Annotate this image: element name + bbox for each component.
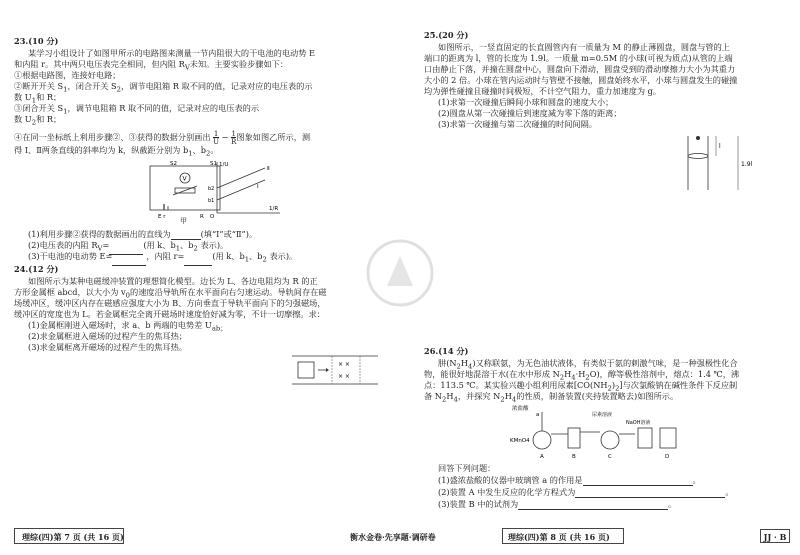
q23-line: 和内阻 r。其中两只电压表完全相同，但内阻 $R_V$未知。主要实验步骤如下： <box>14 59 289 72</box>
right-page <box>400 0 800 555</box>
svg-text:S2: S2 <box>170 161 177 167</box>
q24-line: 缓冲区的宽度也为 L。若金属框完全离开磁场时速度恰好减为零，不计一切摩擦。求： <box>14 309 325 319</box>
svg-text:NaOH溶液: NaOH溶液 <box>626 420 651 426</box>
edition-tag: JJ · B <box>760 529 790 543</box>
q23-sub3: (3)干电池的电动势 E= ，内阻 r= (用 k、$b_1$、$b_2$ 表示)。 <box>28 251 298 264</box>
q23-line: ④在同一坐标纸上利用步骤②、③获得的数据分别画出 1 U − 1 R图象如图乙所示，测 <box>14 130 311 146</box>
q24-line: (2)求金属框进入磁场的过程产生的焦耳热； <box>28 331 187 341</box>
q26-line: 点：113.5 ℃。某实验兴趣小组利用尿素$[CO(NH_2)_2]$与次氯酸钠在碱性条件下反应制 <box>424 380 738 393</box>
q25-line: 端口的距离为 l，管的长度为 1.9l。一质量 m=0.5M 的小球(可视为质点)从管的上端 <box>424 53 733 63</box>
svg-text:× ×: × × <box>338 361 350 368</box>
figure-caption: 甲 <box>180 217 187 225</box>
q23-line: ①根据电路图，连接好电路； <box>14 70 121 80</box>
svg-text:Ⅱ: Ⅱ <box>267 166 270 172</box>
svg-text:b2: b2 <box>208 186 215 192</box>
q24-line: (3)求金属框离开磁场的过程产生的焦耳热。 <box>28 342 187 352</box>
q26-header: 26.(14 分) <box>424 346 469 356</box>
q26-line: 肼$(N_2H_4)$又称联氨，为无色油状液体，有类似于氨的刺激气味，是一种强极性化合 <box>438 358 738 371</box>
q24-line: 方形金属框 abcd，以大小为 $v_0$的速度沿导轨所在水平面向右匀速运动。导轨间存在磁 <box>14 287 327 300</box>
svg-text:V: V <box>182 175 187 183</box>
q24-line: (1)金属框刚进入磁场时，求 a、b 两端的电势差 $U_{ab;}$ <box>28 320 228 333</box>
q24-line: 如图所示为某种电磁缓冲装置的理想简化模型。边长为 L、各边电阻均为 R 的正 <box>28 276 318 286</box>
q25-line: (1)求第一次碰撞后瞬间小球和圆盘的速度大小； <box>438 97 614 107</box>
svg-text:D: D <box>665 454 670 460</box>
q23-header: 23.(10 分) <box>14 36 59 46</box>
svg-text:l: l <box>719 143 721 150</box>
svg-text:S1: S1 <box>210 161 217 167</box>
svg-text:尿素溶液: 尿素溶液 <box>592 412 613 418</box>
q25-line: 大小的 2 倍。小球在管内运动时与管壁不接触，圆盘始终水平，小球与圆盘发生的碰撞 <box>424 75 738 85</box>
svg-text:浓盐酸: 浓盐酸 <box>512 406 529 412</box>
svg-text:1/U: 1/U <box>219 162 229 168</box>
svg-text:b1: b1 <box>208 198 215 204</box>
svg-text:Ⅰ: Ⅰ <box>257 184 259 190</box>
footer-right: 理综(四)第 8 页 (共 16 页) <box>508 532 610 542</box>
svg-text:1/R: 1/R <box>269 206 279 212</box>
q23-line: 数 $U_1$和 R； <box>14 92 62 105</box>
svg-text:× ×: × × <box>338 373 350 380</box>
q23-line: 得 Ⅰ、Ⅱ两条直线的斜率均为 k，纵截距分别为 $b_1$、$b_2$。 <box>14 145 219 158</box>
q25-line: 如图所示，一竖直固定的长直圆管内有一质量为 M 的静止薄圆盘，圆盘与管的上 <box>438 42 730 52</box>
footer-left: 理综(四)第 7 页 (共 16 页) <box>22 532 124 542</box>
svg-text:E r: E r <box>158 214 166 220</box>
q23-line: 某学习小组设计了如图甲所示的电路图来测量一节内阻很大的干电池的电动势 E <box>28 48 315 58</box>
q23-sub2: (2)电压表的内阻 $R_V=$ (用 k、$b_1$、$b_2$ 表示)。 <box>28 240 229 253</box>
tube-figure <box>680 132 760 194</box>
svg-text:O: O <box>210 214 215 220</box>
q25-line: (3)求第一次碰撞与第二次碰撞的时间间隔。 <box>438 119 597 129</box>
q26-line: 物，能很好地混溶于水(在水中形成 $N_2H_4\cdot H_2O$)，醇等极性溶剂中，熔点：1.4 ℃，沸 <box>424 369 740 382</box>
q24-line: 场缓冲区，缓冲区内存在磁感应强度大小为 B、方向垂直于导轨平面向下的匀强磁场， <box>14 298 326 308</box>
q26-sub1: (1)盛浓盐酸的仪器中玻璃管 a 的作用是 。 <box>438 475 701 485</box>
svg-text:KMnO4: KMnO4 <box>510 438 530 444</box>
svg-text:1.9l: 1.9l <box>741 161 753 168</box>
q23-sub1: (1)利用步骤②获得的数据画出的直线为 (填“Ⅰ”或“Ⅱ”)。 <box>28 229 258 239</box>
apparatus-diagram <box>510 402 690 460</box>
footer-center: 衡水金卷·先享题·调研卷 <box>350 532 436 542</box>
q26-questions-intro: 回答下列问题： <box>438 463 496 473</box>
graph-figure <box>205 158 285 220</box>
q25-line: (2)圆盘从第一次碰撞后到速度减为零下落的距离； <box>438 108 622 118</box>
q24-header: 24.(12 分) <box>14 264 59 274</box>
q25-header: 25.(20 分) <box>424 30 469 40</box>
svg-text:B: B <box>572 454 576 460</box>
magnetic-field-figure <box>290 350 380 390</box>
q26-sub2: (2)装置 A 中发生反应的化学方程式为 。 <box>438 487 734 497</box>
q23-line: 数 $U_2$和 R； <box>14 114 62 127</box>
svg-text:A: A <box>540 454 544 460</box>
q25-line: 口由静止下落，并撞在圆盘中心，圆盘向下滑动，圆盘受到的滑动摩擦力大小为其重力 <box>424 64 736 74</box>
svg-text:a: a <box>536 412 540 418</box>
q25-line: 均为弹性碰撞且碰撞时间极短，不计空气阻力，重力加速度为 g。 <box>424 86 662 96</box>
q23-line: ③闭合开关 $S_1$，调节电阻箱 R 取不同的值，记录对应的电压表的示 <box>14 103 260 116</box>
q26-line: 备 $N_2H_4$，并探究 $N_2H_4$的性质，制备装置(夹持装置略去)如图所示。 <box>424 391 679 404</box>
svg-text:C: C <box>608 454 612 460</box>
q23-line: ②断开开关 $S_1$，闭合开关 $S_2$，调节电阻箱 R 取不同的值，记录对应的电压表的示 <box>14 81 313 94</box>
q26-sub3: (3)装置 B 中的试剂为 。 <box>438 499 677 509</box>
svg-text:R: R <box>200 214 204 220</box>
